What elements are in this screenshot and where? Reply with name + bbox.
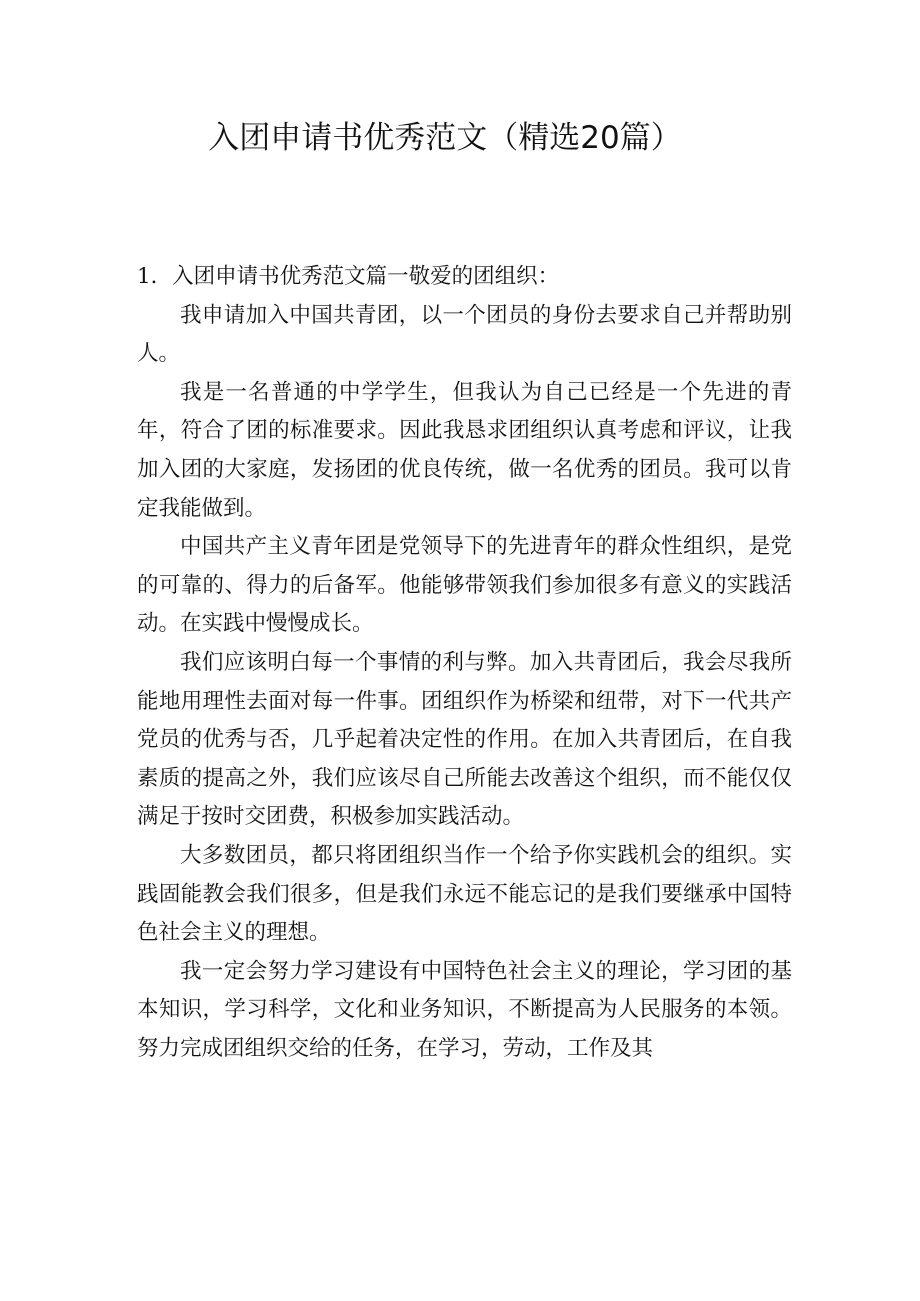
paragraph: 中国共产主义青年团是党领导下的先进青年的群众性组织，是党的可靠的、得力的后备军。他能够带领我们参加很多有意义的实践活动。在实践中慢慢成长。 <box>137 534 792 637</box>
document-body <box>137 258 792 1068</box>
paragraph: 大多数团员，都只将团组织当作一个给予你实践机会的组织。实践固能教会我们很多，但是我们永远不能忘记的是我们要继承中国特色社会主义的理想。 <box>137 842 792 946</box>
document-title: 入团申请书优秀范文（精选20篇） <box>208 120 682 156</box>
paragraph: 我一定会努力学习建设有中国特色社会主义的理论，学习团的基本知识，学习科学，文化和业务知识，不断提高为人民服务的本领。努力完成团组织交给的任务，在学习，劳动，工作及其 <box>137 958 792 1061</box>
paragraph: 我是一名普通的中学学生，但我认为自己已经是一个先进的青年，符合了团的标准要求。因此我恳求团组织认真考虑和评议，让我加入团的大家庭，发扬团的优良传统，做一名优秀的团员。我可以肯定我能做到。 <box>137 379 792 521</box>
paragraph: 我们应该明白每一个事情的利与弊。加入共青团后，我会尽我所能地用理性去面对每一件事。团组织作为桥梁和纽带，对下一代共产党员的优秀与否，几乎起着决定性的作用。在加入共青团后，在自我素质的提高之外，我们应该尽自己所能去改善这个组织，而不能仅仅满足于按时交团费，积极参加实践活动。 <box>137 649 792 830</box>
paragraph: 我申请加入中国共青团，以一个团员的身份去要求自己并帮助别人。 <box>137 302 792 367</box>
section-heading: 1．入团申请书优秀范文篇一敬爱的团组织： <box>137 264 560 289</box>
